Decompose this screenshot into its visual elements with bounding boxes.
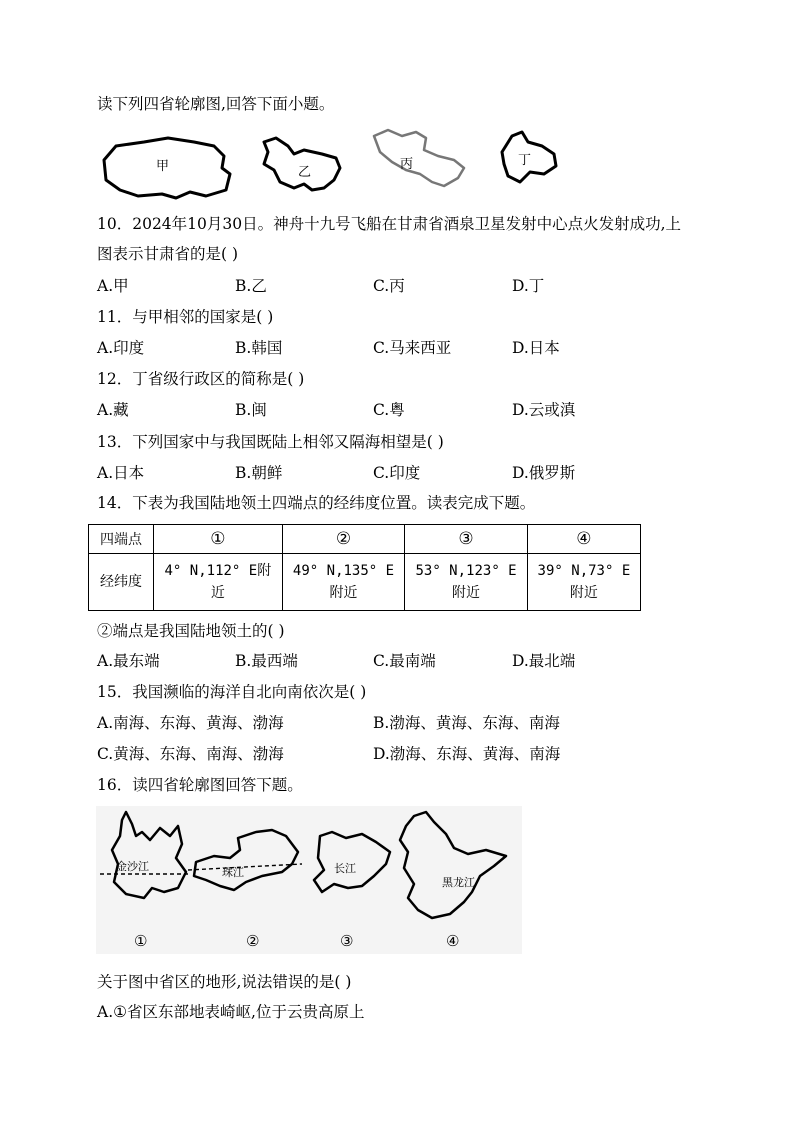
cell-4-line2: 附近 xyxy=(569,585,598,601)
table-cell-point-3 xyxy=(405,554,528,611)
q13-option-a[interactable]: A.日本 xyxy=(97,464,145,482)
q12-stem: 12．丁省级行政区的简称是( ) xyxy=(97,370,305,388)
q12-option-a[interactable]: A.藏 xyxy=(97,401,129,419)
q15-option-a[interactable]: A.南海、东海、黄海、渤海 xyxy=(97,714,284,732)
q12-option-d[interactable]: D.云或滇 xyxy=(512,401,576,419)
q12-option-b[interactable]: B.闽 xyxy=(235,401,267,419)
q11-option-c[interactable]: C.马来西亚 xyxy=(373,339,452,357)
q10-option-a[interactable]: A.甲 xyxy=(97,277,129,295)
province-outline-figure xyxy=(98,122,568,202)
river-label-changjiang: 长江 xyxy=(334,862,356,875)
map-label-jia: 甲 xyxy=(156,159,170,174)
q11-option-a[interactable]: A.印度 xyxy=(97,339,145,357)
q15-stem: 15．我国濒临的海洋自北向南依次是( ) xyxy=(97,683,367,701)
q15-option-c[interactable]: C.黄海、东海、南海、渤海 xyxy=(97,745,284,763)
cell-2-line2: 附近 xyxy=(329,585,358,601)
table-header-point-1: ① xyxy=(154,525,283,554)
cell-4-line1: 39° N,73° E xyxy=(537,563,631,579)
table-header-point-4: ④ xyxy=(527,525,640,554)
q11-option-d[interactable]: D.日本 xyxy=(512,339,560,357)
table-header-point-3: ③ xyxy=(405,525,528,554)
q14-option-a[interactable]: A.最东端 xyxy=(97,652,160,670)
table-cell-point-4 xyxy=(527,554,640,611)
q13-option-c[interactable]: C.印度 xyxy=(373,464,421,482)
map-number-1: ① xyxy=(134,932,148,950)
q11-option-b[interactable]: B.韩国 xyxy=(235,339,283,357)
cell-3-line2: 附近 xyxy=(452,585,481,601)
river-label-jinshajiang: 金沙江 xyxy=(116,860,149,873)
river-label-heilongjiang: 黑龙江 xyxy=(442,876,475,889)
map-number-4: ④ xyxy=(446,932,460,950)
q14-sub-question: ②端点是我国陆地领土的( ) xyxy=(97,622,285,640)
q13-stem: 13．下列国家中与我国既陆上相邻又隔海相望是( ) xyxy=(97,433,444,451)
q12-option-c[interactable]: C.粤 xyxy=(373,401,405,419)
table-row-label: 经纬度 xyxy=(89,554,154,611)
map-label-bing: 丙 xyxy=(400,157,414,172)
map-number-2: ② xyxy=(246,932,260,950)
q14-option-b[interactable]: B.最西端 xyxy=(235,652,298,670)
outline-yi xyxy=(264,138,340,190)
q14-option-d[interactable]: D.最北端 xyxy=(512,652,576,670)
q10-option-c[interactable]: C.丙 xyxy=(373,277,405,295)
q14-stem: 14．下表为我国陆地领土四端点的经纬度位置。读表完成下题。 xyxy=(97,494,536,512)
q10-stem-line1: 10．2024年10月30日。神舟十九号飞船在甘肃省酒泉卫星发射中心点火发射成功,上 xyxy=(97,215,682,233)
q13-option-d[interactable]: D.俄罗斯 xyxy=(512,464,576,482)
river-label-zhujiang: 珠江 xyxy=(222,866,244,879)
cell-1-line2: 近 xyxy=(210,585,225,601)
q10-option-b[interactable]: B.乙 xyxy=(235,277,267,295)
table-header-point-2: ② xyxy=(282,525,405,554)
table-header-label: 四端点 xyxy=(89,525,154,554)
map-number-3: ③ xyxy=(340,932,354,950)
q13-option-b[interactable]: B.朝鲜 xyxy=(235,464,283,482)
extreme-points-table xyxy=(88,524,641,611)
river-province-figure xyxy=(96,806,522,954)
cell-3-line1: 53° N,123° E xyxy=(415,563,517,579)
map-label-ding: 丁 xyxy=(518,153,532,168)
cell-2-line1: 49° N,135° E xyxy=(292,563,395,579)
outline-bing xyxy=(374,130,464,186)
q11-stem: 11．与甲相邻的国家是( ) xyxy=(97,308,274,326)
q16-sub-question: 关于图中省区的地形,说法错误的是( ) xyxy=(97,973,352,991)
map-label-yi: 乙 xyxy=(298,165,312,180)
table-cell-point-1 xyxy=(154,554,283,611)
q10-option-d[interactable]: D.丁 xyxy=(512,277,545,295)
cell-1-line1: 4° N,112° E附 xyxy=(164,563,272,579)
q16-stem: 16．读四省轮廓图回答下题。 xyxy=(97,776,303,794)
q15-option-b[interactable]: B.渤海、黄海、东海、南海 xyxy=(373,714,560,732)
q16-option-a[interactable]: A.①省区东部地表崎岖,位于云贵高原上 xyxy=(97,1003,365,1021)
q10-stem-line2: 图表示甘肃省的是( ) xyxy=(97,245,239,263)
q14-option-c[interactable]: C.最南端 xyxy=(373,652,436,670)
table-cell-point-2 xyxy=(282,554,405,611)
intro-text: 读下列四省轮廓图,回答下面小题。 xyxy=(97,95,335,113)
q15-option-d[interactable]: D.渤海、东海、黄海、南海 xyxy=(373,745,561,763)
